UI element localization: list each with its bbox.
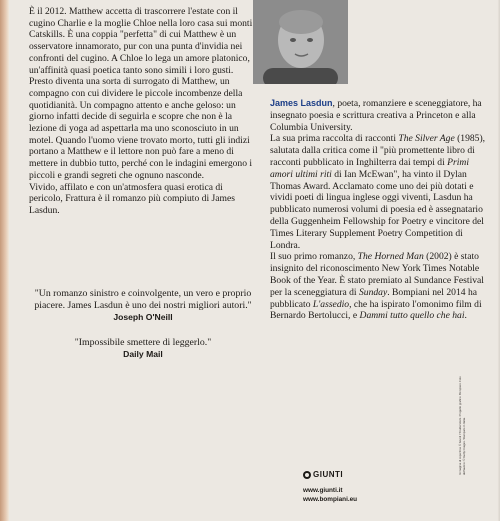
- synopsis-paragraph-2: Vivido, affilato e con un'atmosfera quasi erotica di pericolo, Frattura è il romanzo più compiuto di James Lasdun.: [29, 181, 235, 216]
- website-bompiani: www.bompiani.eu: [303, 495, 358, 503]
- credits-text: Immagine di copertina: © Giunti / Shutterstock. Progetto grafico: Bompiani. Foto dell'autore: © Getty Images. Stampato in Italia.: [458, 376, 466, 475]
- bio-paragraph-2: La sua prima raccolta di racconti The Silver Age (1985), salutata dalla critica come il "più promettente libro di racconti pubblicato in Inghilterra dai tempi di Primi amori ultimi riti di Ian McEwan", ha vinto il Dylan Thomas Award. Acclamato come uno dei più dotati e vividi poeti di lingua inglese oggi viventi, Lasdun ha pubblicato numerosi volumi di poesia ed è assegnatario della Guggenheim Fellowship for Poetry e vincitore del Times Literary Supplement Poetry Competition di Londra.: [270, 133, 486, 251]
- publisher-websites: [303, 487, 383, 504]
- publisher-logo: GIUNTI: [303, 470, 383, 479]
- quote-source: Daily Mail: [123, 349, 163, 360]
- cover-edge-strip: [0, 0, 9, 521]
- website-giunti: www.giunti.it: [303, 487, 343, 494]
- review-quotes: [32, 288, 254, 374]
- author-photo: [253, 0, 348, 84]
- author-bio: [270, 98, 492, 322]
- synopsis: [29, 6, 254, 217]
- giunti-logo-icon: [303, 471, 311, 479]
- author-portrait-icon: [253, 0, 348, 84]
- quote-2: [32, 337, 254, 361]
- quote-1: [32, 288, 254, 324]
- synopsis-paragraph-1: È il 2012. Matthew accetta di trascorrere l'estate con il cugino Charlie e la moglie Chloe nella loro casa sui monti Catskills. È una coppia "perfetta" di cui Matthew è un osservatore innamorato, pur con una punta d'invidia nei confronti del cugino. A Chloe lo lega un amore platonico, un'affinità quasi poetica tanto sono simili i loro gusti. Presto diventa una sorta di surrogato di Matthew, un compagno con cui dividere le piccole incombenze della quotidianità. Un compagno attento e anche geloso: un giorno infatti decide di seguirla e scopre che non è la lezione di yoga ad aspettarla ma uno sconosciuto in un motel. Quando l'uomo viene trovato morto, tutti gli indizi portano a Matthew e il lettore non può fare a meno di mettere in dubbio tutto, perché con le indagini emergono i piccoli e grandi segreti che ognuno nasconde.: [29, 6, 253, 181]
- author-name: James Lasdun: [270, 98, 333, 108]
- bio-paragraph-1: James Lasdun, poeta, romanziere e sceneggiatore, ha insegnato poesia e scrittura creativa a Princeton e alla Columbia University.: [270, 98, 482, 133]
- credits-column: [459, 375, 489, 475]
- quote-text: "Impossibile smettere di leggerlo.": [74, 336, 212, 348]
- quote-text: "Un romanzo sinistro e coinvolgente, un vero e proprio piacere. James Lasdun è uno dei nostri migliori autori.": [34, 288, 252, 311]
- publisher-block: [303, 470, 383, 504]
- quote-source: Joseph O'Neill: [113, 312, 173, 323]
- bio-paragraph-3: Il suo primo romanzo, The Horned Man (2002) è stato insignito del riconoscimento New York Times Notable Book of the Year. È stato premiato al Sundance Festival per la sceneggiatura di Sunday. Bompiani nel 2014 ha pubblicato L'assedio, che ha ispirato l'omonimo film di Bernardo Bertolucci, e Dammi tutto quello che hai.: [270, 251, 484, 322]
